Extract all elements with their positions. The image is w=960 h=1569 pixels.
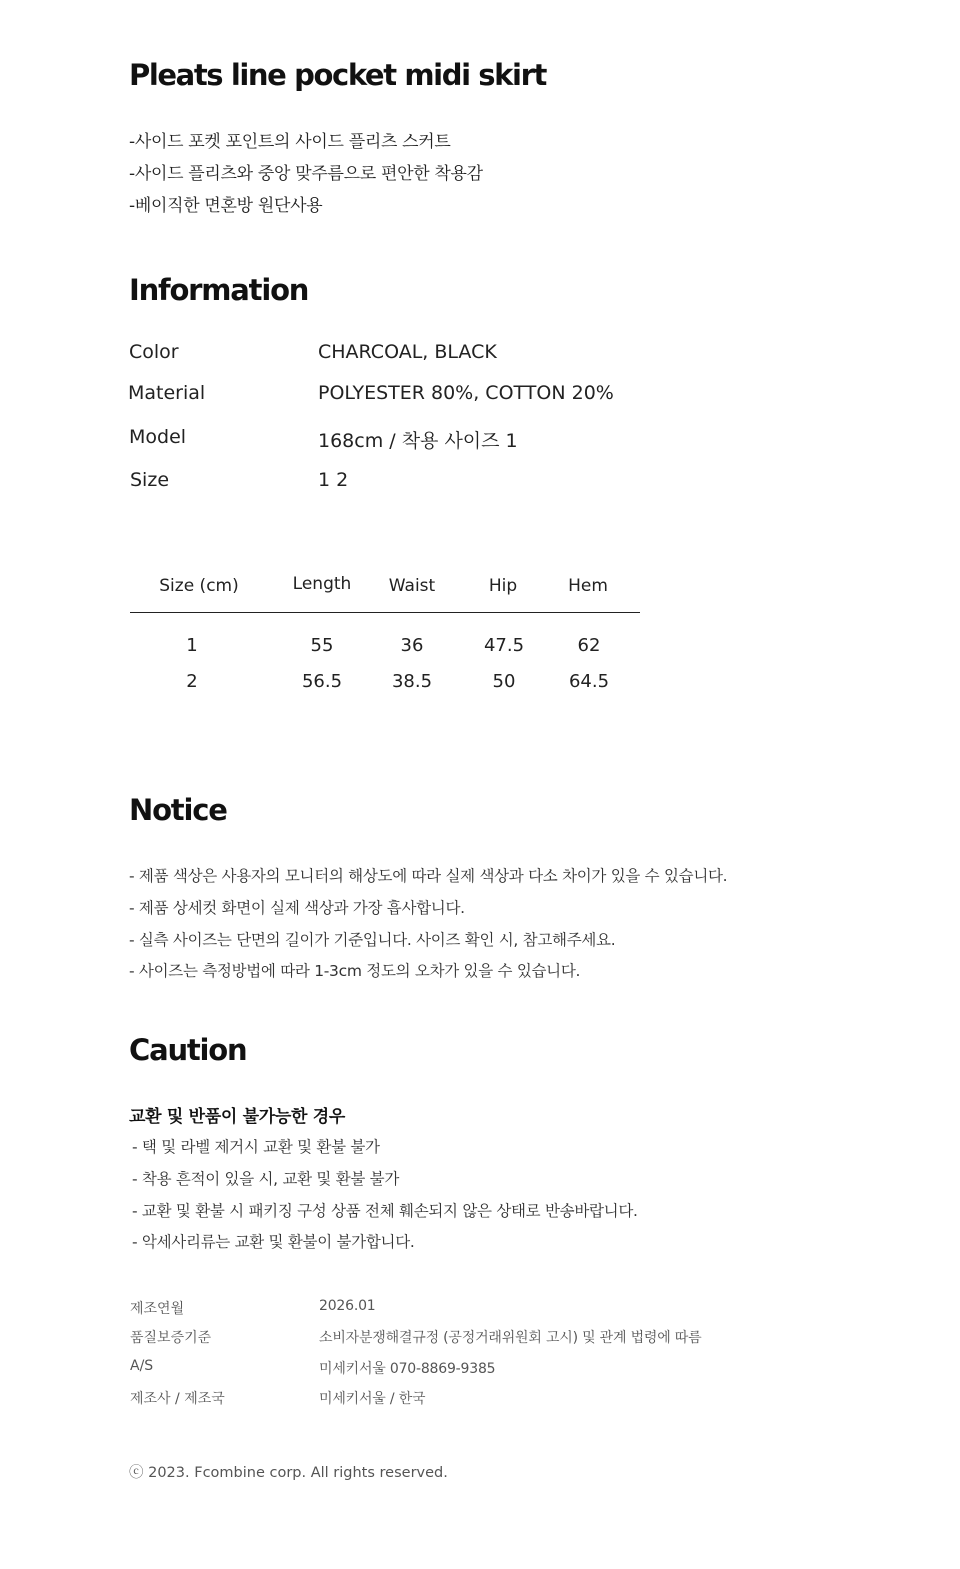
table-row [130, 627, 640, 663]
notice-item: - 제품 상세컷 화면이 실제 색상과 가장 흡사합니다. [129, 899, 465, 917]
size-table-header-cell: Size (cm) [159, 576, 239, 596]
notice-heading: Notice [129, 793, 227, 827]
info-value-color: CHARCOAL, BLACK [318, 341, 497, 363]
product-title: Pleats line pocket midi skirt [129, 58, 546, 92]
size-table [130, 568, 640, 699]
info-label-model: Model [129, 426, 187, 448]
info-label-size: Size [130, 469, 170, 491]
size-table-cell: 55 [310, 635, 334, 656]
info-label-color: Color [129, 341, 179, 363]
size-table-cell: 2 [186, 671, 198, 692]
info-label-material: Material [128, 382, 206, 404]
size-table-cell: 1 [186, 635, 198, 656]
size-table-cell: 36 [400, 635, 424, 656]
info-value-size: 1 2 [318, 469, 349, 491]
size-table-header [130, 568, 640, 613]
caution-item: - 착용 흔적이 있을 시, 교환 및 환불 불가 [132, 1170, 400, 1188]
size-table-cell: 50 [492, 671, 516, 692]
table-row [130, 663, 640, 699]
size-table-cell: 62 [577, 635, 601, 656]
size-table-cell: 47.5 [483, 635, 525, 656]
caution-subtitle: 교환 및 반품이 불가능한 경우 [129, 1107, 345, 1127]
info-value-material: POLYESTER 80%, COTTON 20% [318, 382, 614, 404]
meta-label-as: A/S [130, 1358, 154, 1374]
notice-item: - 실측 사이즈는 단면의 길이가 기준입니다. 사이즈 확인 시, 참고해주세요. [129, 931, 616, 949]
caution-heading: Caution [129, 1033, 247, 1067]
size-table-cell: 64.5 [568, 671, 610, 692]
info-value-model: 168cm / 착용 사이즈 1 [318, 430, 518, 452]
notice-item: - 제품 색상은 사용자의 모니터의 해상도에 따라 실제 색상과 다소 차이가 있을 수 있습니다. [129, 867, 728, 885]
meta-value-as: 미세키서울 070-8869-9385 [319, 1361, 496, 1377]
size-table-header-cell: Waist [388, 576, 436, 596]
caution-item: - 악세사리류는 교환 및 환불이 불가합니다. [132, 1233, 415, 1251]
meta-value-manufacturer: 미세키서울 / 한국 [319, 1391, 426, 1407]
size-table-cell: 56.5 [301, 671, 343, 692]
meta-value-quality-standard: 소비자분쟁해결규정 (공정거래위원회 고시) 및 관계 법령에 따름 [319, 1330, 702, 1346]
size-table-header-cell: Hip [488, 576, 518, 596]
copyright-text: ⓒ 2023. Fcombine corp. All rights reserved. [129, 1465, 448, 1481]
meta-label-quality-standard: 품질보증기준 [130, 1330, 212, 1346]
information-heading: Information [129, 273, 309, 307]
meta-value-manufacture-date: 2026.01 [319, 1298, 376, 1314]
product-description-line: -사이드 포켓 포인트의 사이드 플리츠 스커트 [129, 132, 451, 152]
size-table-header-cell: Hem [568, 576, 608, 596]
caution-item: - 택 및 라벨 제거시 교환 및 환불 불가 [132, 1138, 380, 1156]
size-table-header-cell: Length [292, 574, 352, 594]
product-description-line: -베이직한 면혼방 원단사용 [129, 196, 323, 216]
caution-item: - 교환 및 환불 시 패키징 구성 상품 전체 훼손되지 않은 상태로 반송바랍니다. [132, 1202, 638, 1220]
product-description-line: -사이드 플리츠와 중앙 맞주름으로 편안한 착용감 [129, 164, 483, 184]
notice-item: - 사이즈는 측정방법에 따라 1-3cm 정도의 오차가 있을 수 있습니다. [129, 962, 581, 980]
meta-label-manufacturer: 제조사 / 제조국 [130, 1391, 225, 1407]
size-table-cell: 38.5 [391, 671, 433, 692]
meta-label-manufacture-date: 제조연월 [130, 1301, 185, 1317]
